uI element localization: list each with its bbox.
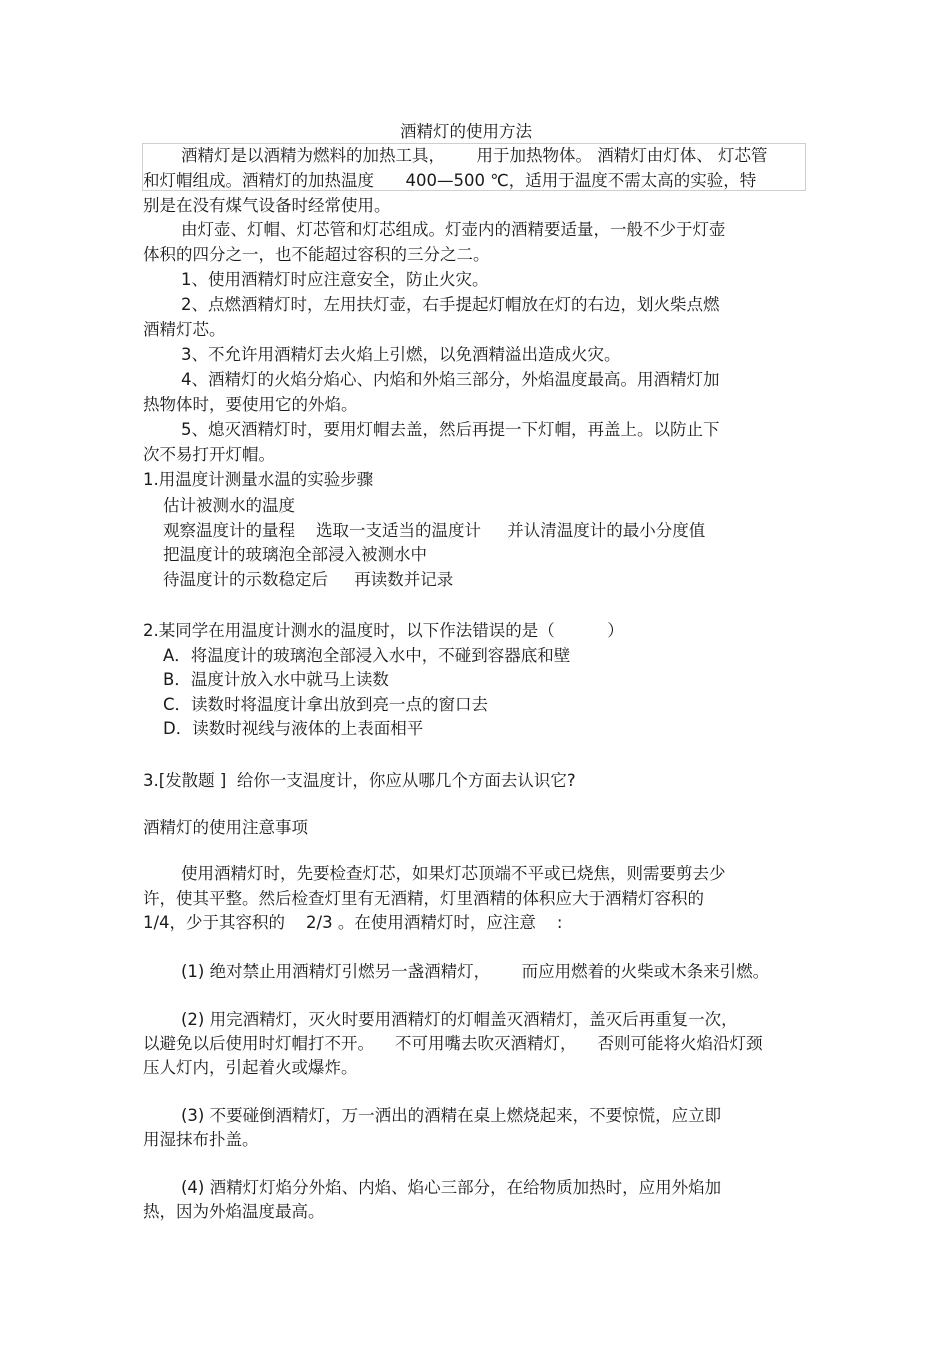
question-1-heading: 1.用温度计测量水温的实验步骤 — [143, 470, 374, 489]
note-4-line-1: (4) 酒精灯灯焰分外焰、内焰、焰心三部分，在给物质加热时，应用外焰加 — [181, 1178, 722, 1197]
note-3-line-2: 用湿抹布扑盖。 — [143, 1130, 259, 1149]
rule-5-line-1: 5、熄灭酒精灯时，要用灯帽去盖，然后再提一下灯帽，再盖上。以防止下 — [181, 420, 720, 439]
question-1-step-4: 待温度计的示数稳定后 再读数并记录 — [163, 570, 454, 589]
composition-line-2: 体积的四分之一，也不能超过容积的三分之二。 — [143, 245, 490, 264]
notes-title: 酒精灯的使用注意事项 — [143, 818, 308, 837]
note-1: (1) 绝对禁止用酒精灯引燃另一盏酒精灯， 而应用燃着的火柴或木条来引燃。 — [181, 962, 770, 981]
notes-para-1-line-2: 许，使其平整。然后检查灯里有无酒精，灯里酒精的体积应大于酒精灯容积的 — [143, 889, 704, 908]
question-2-option-d: D．读数时视线与液体的上表面相平 — [163, 719, 424, 738]
rule-4-line-2: 热物体时，要使用它的外焰。 — [143, 395, 358, 414]
rule-1: 1、使用酒精灯时应注意安全，防止火灾。 — [181, 270, 489, 289]
notes-para-1-line-1: 使用酒精灯时，先要检查灯芯，如果灯芯顶端不平或已烧焦，则需要剪去少 — [181, 864, 726, 883]
composition-line-1: 由灯壶、灯帽、灯芯管和灯芯组成。灯壶内的酒精要适量，一般不少于灯壶 — [181, 220, 726, 239]
note-3-line-1: (3) 不要碰倒酒精灯，万一洒出的酒精在桌上燃烧起来，不要惊慌，应立即 — [181, 1106, 722, 1125]
question-3: 3.[发散题 ] 给你一支温度计，你应从哪几个方面去认识它? — [143, 771, 576, 790]
question-1-step-2: 观察温度计的量程 选取一支适当的温度计 并认清温度计的最小分度值 — [163, 521, 706, 540]
rule-5-line-2: 次不易打开灯帽。 — [143, 445, 275, 464]
question-2-stem: 2.某同学在用温度计测水的温度时，以下作法错误的是（ ） — [143, 621, 624, 640]
intro-line-2: 和灯帽组成。酒精灯的加热温度 400—500 ℃，适用于温度不需太高的实验，特 — [143, 171, 757, 190]
notes-para-1-line-3: 1/4，少于其容积的 2/3 。在使用酒精灯时，应注意 : — [143, 913, 563, 932]
question-2-option-c: C．读数时将温度计拿出放到亮一点的窗口去 — [163, 695, 489, 714]
doc-title: 酒精灯的使用方法 — [400, 122, 532, 141]
question-1-step-1: 估计被测水的温度 — [163, 496, 295, 515]
note-2-line-2: 以避免以后使用时灯帽打不开。 不可用嘴去吹灭酒精灯， 否则可能将火焰沿灯颈 — [143, 1034, 763, 1053]
note-4-line-2: 热，因为外焰温度最高。 — [143, 1202, 325, 1221]
rule-2-line-1: 2、点燃酒精灯时，左用扶灯壶，右手提起灯帽放在灯的右边，划火柴点燃 — [181, 295, 720, 314]
rule-4-line-1: 4、酒精灯的火焰分焰心、内焰和外焰三部分，外焰温度最高。用酒精灯加 — [181, 370, 720, 389]
rule-2-line-2: 酒精灯芯。 — [143, 320, 226, 339]
note-2-line-1: (2) 用完酒精灯，灭火时要用酒精灯的灯帽盖灭酒精灯，盖灭后再重复一次， — [181, 1010, 738, 1029]
note-2-line-3: 压人灯内，引起着火或爆炸。 — [143, 1058, 358, 1077]
question-2-option-b: B．温度计放入水中就马上读数 — [163, 670, 389, 689]
question-2-option-a: A．将温度计的玻璃泡全部浸入水中，不碰到容器底和壁 — [163, 646, 571, 665]
rule-3: 3、不允许用酒精灯去火焰上引燃，以免酒精溢出造成火灾。 — [181, 345, 621, 364]
intro-line-1: 酒精灯是以酒精为燃料的加热工具， 用于加热物体。 酒精灯由灯体、 灯芯管 — [181, 146, 768, 165]
intro-line-3: 别是在没有煤气设备时经常使用。 — [143, 196, 391, 215]
question-1-step-3: 把温度计的玻璃泡全部浸入被测水中 — [163, 545, 427, 564]
